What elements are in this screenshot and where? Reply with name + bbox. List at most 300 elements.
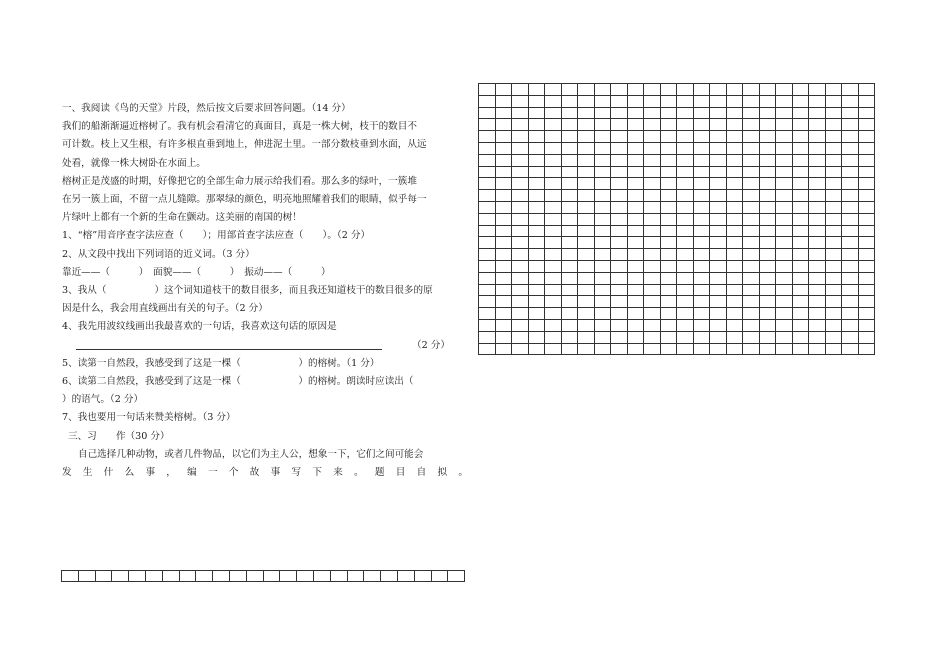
grid-cell[interactable] — [578, 178, 595, 190]
grid-cell[interactable] — [743, 213, 760, 225]
grid-cell[interactable] — [776, 343, 793, 355]
grid-cell[interactable] — [842, 225, 859, 237]
grid-cell[interactable] — [545, 260, 562, 272]
grid-cell[interactable] — [627, 142, 644, 154]
grid-cell[interactable] — [825, 107, 842, 119]
grid-cell[interactable] — [759, 166, 776, 178]
grid-cell[interactable] — [809, 225, 826, 237]
grid-cell[interactable] — [858, 131, 875, 143]
grid-cell[interactable] — [578, 107, 595, 119]
grid-cell[interactable] — [512, 131, 529, 143]
grid-cell[interactable] — [512, 84, 529, 96]
grid-cell[interactable] — [858, 284, 875, 296]
grid-cell[interactable] — [528, 142, 545, 154]
grid-cell[interactable] — [792, 237, 809, 249]
grid-cell[interactable] — [660, 225, 677, 237]
grid-cell[interactable] — [743, 95, 760, 107]
grid-cell[interactable] — [726, 190, 743, 202]
grid-cell[interactable] — [611, 119, 628, 131]
grid-cell[interactable] — [495, 119, 512, 131]
grid-cell[interactable] — [561, 142, 578, 154]
bottom-grid-table[interactable] — [61, 570, 465, 582]
grid-cell[interactable] — [381, 571, 398, 582]
grid-cell[interactable] — [528, 107, 545, 119]
grid-cell[interactable] — [759, 142, 776, 154]
grid-cell[interactable] — [512, 119, 529, 131]
grid-cell[interactable] — [263, 571, 280, 582]
grid-cell[interactable] — [677, 107, 694, 119]
grid-cell[interactable] — [495, 308, 512, 320]
grid-cell[interactable] — [627, 296, 644, 308]
grid-cell[interactable] — [825, 272, 842, 284]
grid-cell[interactable] — [479, 84, 496, 96]
grid-cell[interactable] — [528, 296, 545, 308]
grid-cell[interactable] — [858, 95, 875, 107]
grid-cell[interactable] — [627, 237, 644, 249]
grid-cell[interactable] — [561, 225, 578, 237]
grid-cell[interactable] — [495, 84, 512, 96]
grid-cell[interactable] — [495, 166, 512, 178]
grid-cell[interactable] — [512, 284, 529, 296]
grid-cell[interactable] — [759, 190, 776, 202]
grid-cell[interactable] — [710, 213, 727, 225]
grid-cell[interactable] — [545, 190, 562, 202]
grid-cell[interactable] — [611, 84, 628, 96]
grid-cell[interactable] — [561, 308, 578, 320]
grid-cell[interactable] — [512, 260, 529, 272]
grid-cell[interactable] — [594, 201, 611, 213]
grid-cell[interactable] — [726, 107, 743, 119]
grid-cell[interactable] — [660, 95, 677, 107]
grid-cell[interactable] — [693, 319, 710, 331]
grid-cell[interactable] — [677, 131, 694, 143]
grid-cell[interactable] — [644, 166, 661, 178]
grid-cell[interactable] — [726, 331, 743, 343]
grid-cell[interactable] — [710, 107, 727, 119]
grid-cell[interactable] — [759, 225, 776, 237]
grid-cell[interactable] — [776, 166, 793, 178]
grid-cell[interactable] — [644, 131, 661, 143]
grid-cell[interactable] — [710, 260, 727, 272]
grid-cell[interactable] — [792, 131, 809, 143]
grid-cell[interactable] — [660, 84, 677, 96]
grid-cell[interactable] — [743, 237, 760, 249]
grid-cell[interactable] — [726, 296, 743, 308]
grid-cell[interactable] — [528, 331, 545, 343]
grid-cell[interactable] — [677, 142, 694, 154]
grid-cell[interactable] — [545, 107, 562, 119]
grid-cell[interactable] — [809, 154, 826, 166]
grid-cell[interactable] — [660, 201, 677, 213]
grid-cell[interactable] — [561, 201, 578, 213]
grid-cell[interactable] — [792, 284, 809, 296]
grid-cell[interactable] — [825, 213, 842, 225]
grid-cell[interactable] — [858, 260, 875, 272]
grid-cell[interactable] — [710, 190, 727, 202]
grid-cell[interactable] — [594, 84, 611, 96]
grid-cell[interactable] — [594, 308, 611, 320]
grid-cell[interactable] — [495, 178, 512, 190]
grid-cell[interactable] — [809, 190, 826, 202]
grid-cell[interactable] — [611, 249, 628, 261]
grid-cell[interactable] — [743, 331, 760, 343]
grid-cell[interactable] — [759, 95, 776, 107]
grid-cell[interactable] — [677, 190, 694, 202]
grid-cell[interactable] — [825, 154, 842, 166]
grid-cell[interactable] — [644, 178, 661, 190]
grid-cell[interactable] — [726, 154, 743, 166]
grid-cell[interactable] — [726, 308, 743, 320]
grid-cell[interactable] — [594, 119, 611, 131]
grid-cell[interactable] — [759, 319, 776, 331]
grid-cell[interactable] — [528, 284, 545, 296]
grid-cell[interactable] — [611, 308, 628, 320]
grid-cell[interactable] — [545, 319, 562, 331]
grid-cell[interactable] — [512, 95, 529, 107]
grid-cell[interactable] — [479, 154, 496, 166]
grid-cell[interactable] — [561, 343, 578, 355]
grid-cell[interactable] — [743, 343, 760, 355]
grid-cell[interactable] — [776, 308, 793, 320]
grid-cell[interactable] — [528, 154, 545, 166]
grid-cell[interactable] — [644, 225, 661, 237]
grid-cell[interactable] — [495, 131, 512, 143]
grid-cell[interactable] — [660, 249, 677, 261]
grid-cell[interactable] — [578, 284, 595, 296]
grid-cell[interactable] — [677, 237, 694, 249]
grid-cell[interactable] — [495, 154, 512, 166]
grid-cell[interactable] — [495, 225, 512, 237]
grid-cell[interactable] — [842, 213, 859, 225]
grid-cell[interactable] — [677, 166, 694, 178]
grid-cell[interactable] — [660, 107, 677, 119]
grid-cell[interactable] — [809, 119, 826, 131]
grid-cell[interactable] — [627, 178, 644, 190]
grid-cell[interactable] — [594, 154, 611, 166]
grid-cell[interactable] — [858, 237, 875, 249]
grid-cell[interactable] — [710, 296, 727, 308]
grid-cell[interactable] — [545, 119, 562, 131]
grid-cell[interactable] — [726, 213, 743, 225]
grid-cell[interactable] — [726, 260, 743, 272]
grid-cell[interactable] — [858, 343, 875, 355]
grid-cell[interactable] — [545, 84, 562, 96]
grid-cell[interactable] — [677, 331, 694, 343]
grid-cell[interactable] — [528, 308, 545, 320]
grid-cell[interactable] — [693, 284, 710, 296]
grid-cell[interactable] — [825, 95, 842, 107]
grid-cell[interactable] — [545, 142, 562, 154]
grid-cell[interactable] — [528, 249, 545, 261]
grid-cell[interactable] — [858, 178, 875, 190]
grid-cell[interactable] — [792, 249, 809, 261]
grid-cell[interactable] — [825, 225, 842, 237]
grid-cell[interactable] — [677, 272, 694, 284]
grid-cell[interactable] — [561, 260, 578, 272]
grid-cell[interactable] — [512, 237, 529, 249]
grid-cell[interactable] — [414, 571, 431, 582]
grid-cell[interactable] — [842, 154, 859, 166]
grid-cell[interactable] — [495, 272, 512, 284]
grid-cell[interactable] — [644, 308, 661, 320]
grid-cell[interactable] — [743, 131, 760, 143]
grid-cell[interactable] — [660, 131, 677, 143]
grid-cell[interactable] — [792, 107, 809, 119]
grid-cell[interactable] — [858, 249, 875, 261]
grid-cell[interactable] — [512, 201, 529, 213]
grid-cell[interactable] — [858, 319, 875, 331]
grid-cell[interactable] — [512, 154, 529, 166]
grid-cell[interactable] — [627, 331, 644, 343]
grid-cell[interactable] — [677, 201, 694, 213]
grid-cell[interactable] — [545, 249, 562, 261]
grid-cell[interactable] — [693, 237, 710, 249]
grid-cell[interactable] — [545, 331, 562, 343]
grid-cell[interactable] — [627, 201, 644, 213]
grid-cell[interactable] — [479, 95, 496, 107]
grid-cell[interactable] — [792, 142, 809, 154]
grid-cell[interactable] — [677, 319, 694, 331]
grid-cell[interactable] — [693, 142, 710, 154]
grid-cell[interactable] — [693, 154, 710, 166]
writing-grid[interactable] — [478, 83, 875, 355]
grid-cell[interactable] — [561, 319, 578, 331]
grid-cell[interactable] — [528, 319, 545, 331]
grid-cell[interactable] — [776, 201, 793, 213]
grid-cell[interactable] — [578, 296, 595, 308]
grid-cell[interactable] — [776, 249, 793, 261]
grid-cell[interactable] — [858, 154, 875, 166]
grid-cell[interactable] — [479, 249, 496, 261]
grid-cell[interactable] — [495, 201, 512, 213]
grid-cell[interactable] — [759, 131, 776, 143]
grid-cell[interactable] — [809, 319, 826, 331]
grid-cell[interactable] — [809, 284, 826, 296]
grid-cell[interactable] — [479, 225, 496, 237]
grid-cell[interactable] — [561, 107, 578, 119]
grid-cell[interactable] — [858, 107, 875, 119]
grid-cell[interactable] — [858, 213, 875, 225]
grid-cell[interactable] — [693, 308, 710, 320]
grid-cell[interactable] — [759, 272, 776, 284]
grid-cell[interactable] — [561, 237, 578, 249]
grid-cell[interactable] — [660, 178, 677, 190]
grid-cell[interactable] — [842, 284, 859, 296]
grid-cell[interactable] — [858, 142, 875, 154]
grid-cell[interactable] — [693, 131, 710, 143]
grid-cell[interactable] — [495, 284, 512, 296]
grid-cell[interactable] — [611, 343, 628, 355]
grid-cell[interactable] — [627, 249, 644, 261]
grid-cell[interactable] — [743, 260, 760, 272]
grid-cell[interactable] — [858, 296, 875, 308]
grid-cell[interactable] — [677, 284, 694, 296]
grid-cell[interactable] — [710, 142, 727, 154]
grid-cell[interactable] — [693, 331, 710, 343]
grid-cell[interactable] — [495, 213, 512, 225]
grid-cell[interactable] — [759, 284, 776, 296]
grid-cell[interactable] — [842, 237, 859, 249]
grid-cell[interactable] — [759, 154, 776, 166]
grid-cell[interactable] — [479, 308, 496, 320]
grid-cell[interactable] — [611, 319, 628, 331]
grid-cell[interactable] — [627, 225, 644, 237]
grid-cell[interactable] — [578, 308, 595, 320]
grid-cell[interactable] — [743, 142, 760, 154]
grid-cell[interactable] — [479, 201, 496, 213]
grid-cell[interactable] — [495, 237, 512, 249]
grid-cell[interactable] — [809, 296, 826, 308]
grid-cell[interactable] — [726, 142, 743, 154]
grid-cell[interactable] — [495, 319, 512, 331]
grid-cell[interactable] — [578, 260, 595, 272]
grid-cell[interactable] — [660, 308, 677, 320]
grid-cell[interactable] — [809, 107, 826, 119]
grid-cell[interactable] — [693, 296, 710, 308]
grid-cell[interactable] — [479, 119, 496, 131]
grid-cell[interactable] — [693, 84, 710, 96]
grid-cell[interactable] — [611, 190, 628, 202]
grid-cell[interactable] — [759, 178, 776, 190]
grid-cell[interactable] — [809, 308, 826, 320]
grid-cell[interactable] — [644, 154, 661, 166]
grid-cell[interactable] — [726, 166, 743, 178]
grid-cell[interactable] — [710, 331, 727, 343]
grid-cell[interactable] — [809, 272, 826, 284]
grid-cell[interactable] — [594, 166, 611, 178]
grid-cell[interactable] — [660, 343, 677, 355]
grid-cell[interactable] — [792, 343, 809, 355]
grid-cell[interactable] — [644, 272, 661, 284]
grid-cell[interactable] — [858, 201, 875, 213]
grid-cell[interactable] — [62, 571, 79, 582]
grid-cell[interactable] — [512, 331, 529, 343]
grid-cell[interactable] — [825, 178, 842, 190]
grid-cell[interactable] — [479, 343, 496, 355]
grid-cell[interactable] — [644, 84, 661, 96]
grid-cell[interactable] — [644, 319, 661, 331]
grid-cell[interactable] — [792, 166, 809, 178]
grid-cell[interactable] — [842, 119, 859, 131]
grid-cell[interactable] — [776, 296, 793, 308]
grid-cell[interactable] — [561, 249, 578, 261]
grid-cell[interactable] — [313, 571, 330, 582]
grid-cell[interactable] — [677, 95, 694, 107]
grid-cell[interactable] — [710, 225, 727, 237]
grid-cell[interactable] — [495, 95, 512, 107]
grid-cell[interactable] — [825, 131, 842, 143]
grid-cell[interactable] — [825, 190, 842, 202]
grid-cell[interactable] — [743, 119, 760, 131]
grid-cell[interactable] — [743, 178, 760, 190]
grid-cell[interactable] — [743, 319, 760, 331]
grid-cell[interactable] — [693, 190, 710, 202]
grid-cell[interactable] — [842, 343, 859, 355]
grid-cell[interactable] — [627, 308, 644, 320]
grid-cell[interactable] — [528, 119, 545, 131]
grid-cell[interactable] — [776, 178, 793, 190]
grid-cell[interactable] — [431, 571, 448, 582]
grid-cell[interactable] — [842, 272, 859, 284]
grid-cell[interactable] — [743, 284, 760, 296]
grid-cell[interactable] — [726, 95, 743, 107]
grid-cell[interactable] — [825, 201, 842, 213]
grid-cell[interactable] — [759, 296, 776, 308]
grid-cell[interactable] — [512, 308, 529, 320]
grid-cell[interactable] — [809, 331, 826, 343]
grid-cell[interactable] — [776, 154, 793, 166]
grid-cell[interactable] — [660, 331, 677, 343]
bottom-writing-strip[interactable] — [61, 570, 465, 582]
grid-cell[interactable] — [743, 201, 760, 213]
grid-cell[interactable] — [677, 119, 694, 131]
grid-cell[interactable] — [776, 284, 793, 296]
grid-cell[interactable] — [528, 225, 545, 237]
grid-cell[interactable] — [528, 131, 545, 143]
grid-cell[interactable] — [545, 284, 562, 296]
grid-cell[interactable] — [644, 190, 661, 202]
grid-cell[interactable] — [710, 272, 727, 284]
grid-cell[interactable] — [627, 343, 644, 355]
grid-cell[interactable] — [495, 296, 512, 308]
writing-grid-table[interactable] — [478, 83, 875, 355]
grid-cell[interactable] — [809, 260, 826, 272]
grid-cell[interactable] — [825, 119, 842, 131]
grid-cell[interactable] — [792, 154, 809, 166]
grid-cell[interactable] — [627, 319, 644, 331]
grid-cell[interactable] — [660, 166, 677, 178]
grid-cell[interactable] — [578, 131, 595, 143]
grid-cell[interactable] — [512, 249, 529, 261]
grid-cell[interactable] — [792, 190, 809, 202]
grid-cell[interactable] — [627, 95, 644, 107]
grid-cell[interactable] — [776, 131, 793, 143]
grid-cell[interactable] — [842, 308, 859, 320]
grid-cell[interactable] — [611, 296, 628, 308]
grid-cell[interactable] — [644, 284, 661, 296]
grid-cell[interactable] — [710, 343, 727, 355]
grid-cell[interactable] — [825, 142, 842, 154]
grid-cell[interactable] — [495, 249, 512, 261]
grid-cell[interactable] — [809, 95, 826, 107]
grid-cell[interactable] — [545, 225, 562, 237]
grid-cell[interactable] — [611, 260, 628, 272]
grid-cell[interactable] — [479, 237, 496, 249]
grid-cell[interactable] — [644, 249, 661, 261]
grid-cell[interactable] — [479, 272, 496, 284]
grid-cell[interactable] — [594, 225, 611, 237]
grid-cell[interactable] — [479, 260, 496, 272]
grid-cell[interactable] — [561, 213, 578, 225]
grid-cell[interactable] — [858, 190, 875, 202]
grid-cell[interactable] — [627, 272, 644, 284]
grid-cell[interactable] — [528, 201, 545, 213]
grid-cell[interactable] — [611, 131, 628, 143]
grid-cell[interactable] — [512, 343, 529, 355]
grid-cell[interactable] — [693, 225, 710, 237]
grid-cell[interactable] — [842, 260, 859, 272]
grid-cell[interactable] — [644, 119, 661, 131]
grid-cell[interactable] — [512, 178, 529, 190]
grid-cell[interactable] — [759, 107, 776, 119]
grid-cell[interactable] — [726, 284, 743, 296]
grid-cell[interactable] — [611, 237, 628, 249]
grid-cell[interactable] — [825, 260, 842, 272]
grid-cell[interactable] — [528, 95, 545, 107]
grid-cell[interactable] — [842, 166, 859, 178]
grid-cell[interactable] — [825, 284, 842, 296]
grid-cell[interactable] — [196, 571, 213, 582]
